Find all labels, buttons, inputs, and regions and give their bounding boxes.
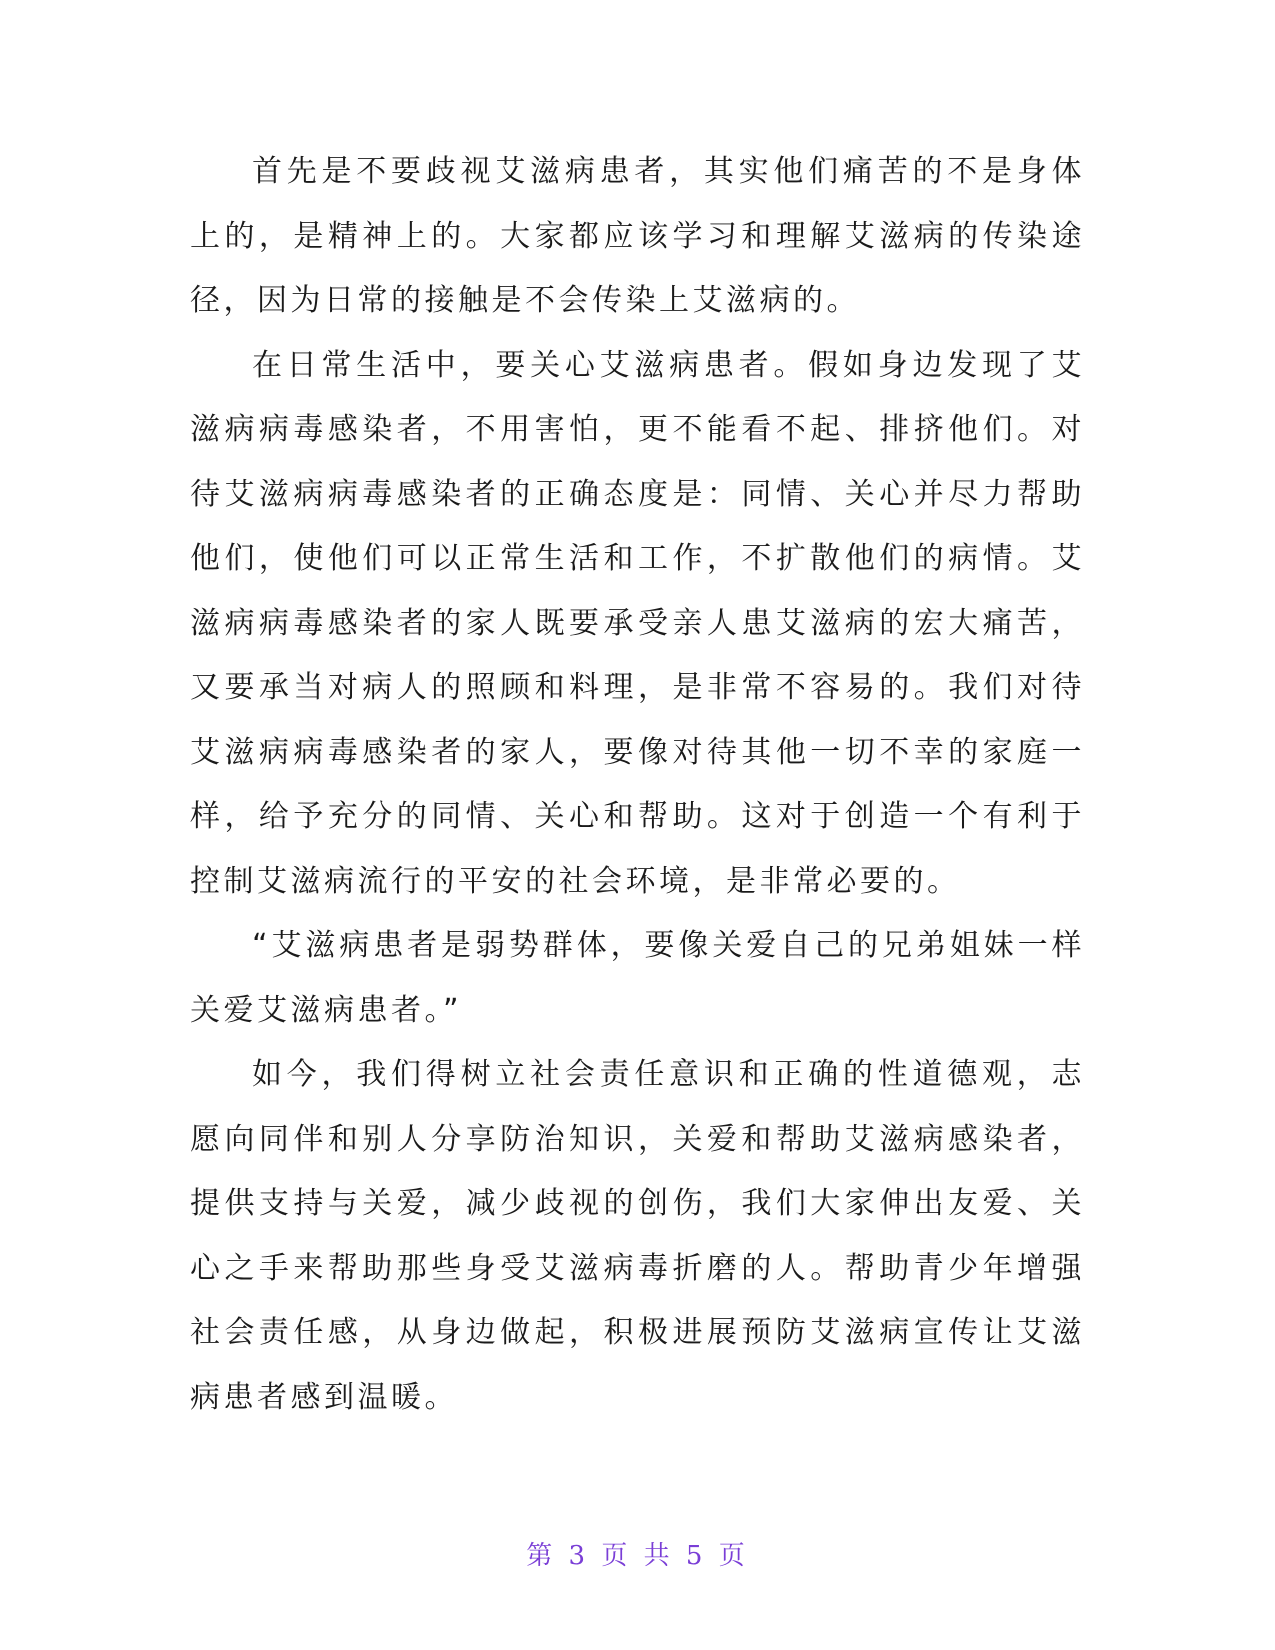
document-body bbox=[190, 140, 1085, 1430]
page-footer bbox=[0, 1535, 1275, 1572]
paragraph-quote: “艾滋病患者是弱势群体，要像关爱自己的兄弟姐妹一样关爱艾滋病患者。” bbox=[190, 928, 1085, 1028]
paragraph-2: 在日常生活中，要关心艾滋病患者。假如身边发现了艾滋病病毒感染者，不用害怕，更不能看不起、排挤他们。对待艾滋病病毒感染者的正确态度是：同情、关心并尽力帮助他们，使他们可以正常生活和工作，不扩散他们的病情。艾滋病病毒感染者的家人既要承受亲人患艾滋病的宏大痛苦，又要承当对病人的照顾和料理，是非常不容易的。我们对待艾滋病病毒感染者的家人，要像对待其他一切不幸的家庭一样，给予充分的同情、关心和帮助。这对于创造一个有利于控制艾滋病流行的平安的社会环境，是非常必要的。 bbox=[190, 347, 1085, 899]
paragraph-1: 首先是不要歧视艾滋病患者，其实他们痛苦的不是身体上的，是精神上的。大家都应该学习和理解艾滋病的传染途径，因为日常的接触是不会传染上艾滋病的。 bbox=[190, 154, 1085, 318]
page-number-label: 第 3 页 共 5 页 bbox=[526, 1541, 749, 1571]
paragraph-4: 如今，我们得树立社会责任意识和正确的性道德观，志愿向同伴和别人分享防治知识，关爱和帮助艾滋病感染者，提供支持与关爱，减少歧视的创伤，我们大家伸出友爱、关心之手来帮助那些身受艾滋病毒折磨的人。帮助青少年增强社会责任感，从身边做起，积极进展预防艾滋病宣传让艾滋病患者感到温暖。 bbox=[190, 1057, 1085, 1415]
